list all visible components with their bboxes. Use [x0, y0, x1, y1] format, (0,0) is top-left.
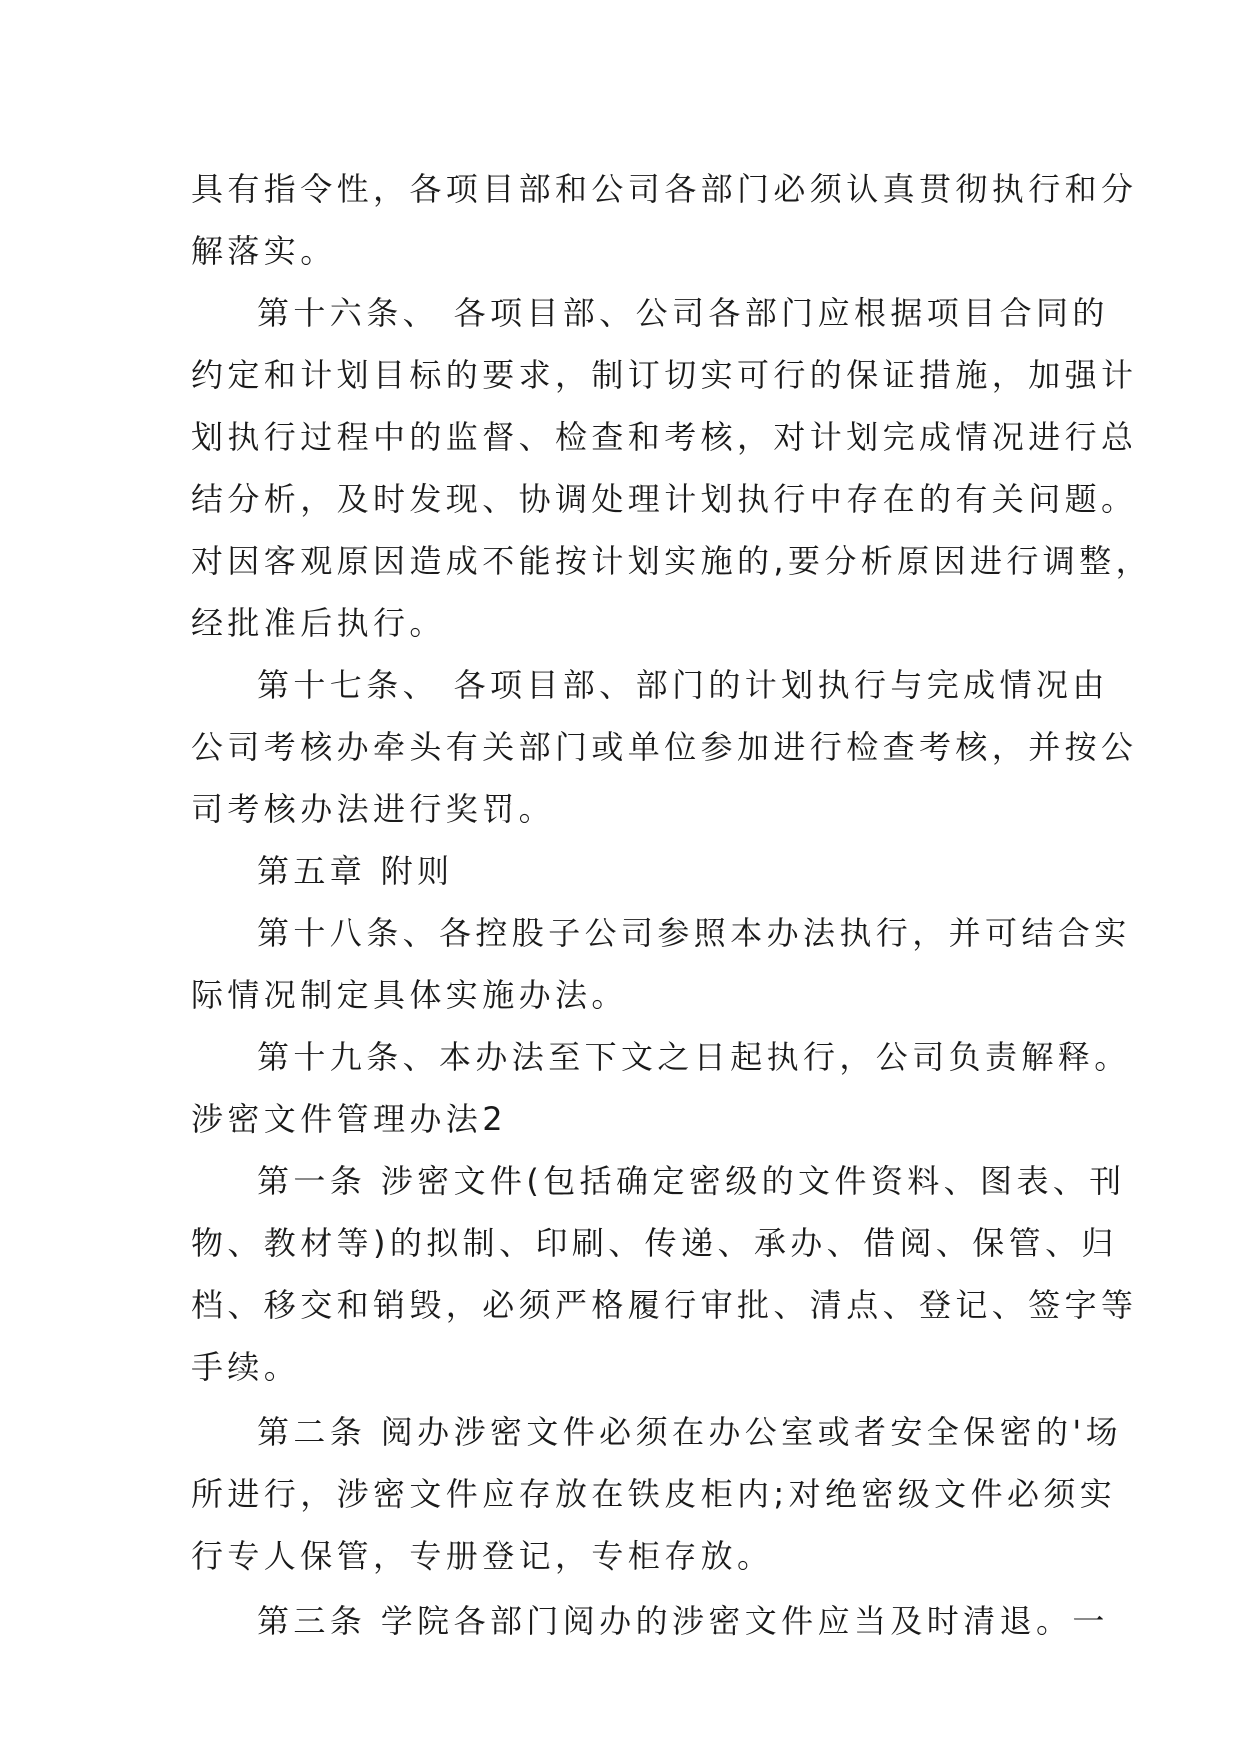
text-line: 公司考核办牵头有关部门或单位参加进行检查考核，并按公 — [191, 728, 1138, 766]
paragraph-article-1: 第一条 涉密文件(包括确定密级的文件资料、图表、刊 — [257, 1162, 1126, 1200]
text-line: 所进行，涉密文件应存放在铁皮柜内;对绝密级文件必须实 — [191, 1475, 1117, 1513]
text-line: 物、教材等)的拟制、印刷、传递、承办、借阅、保管、归 — [191, 1224, 1118, 1262]
chapter-heading: 第五章 附则 — [257, 852, 454, 890]
text-line: 司考核办法进行奖罚。 — [191, 790, 556, 828]
text-line: 手续。 — [191, 1348, 301, 1386]
text-line: 解落实。 — [191, 232, 337, 270]
text-line: 行专人保管，专册登记，专柜存放。 — [191, 1537, 774, 1575]
text-line: 具有指令性，各项目部和公司各部门必须认真贯彻执行和分 — [191, 170, 1138, 208]
text-line: 约定和计划目标的要求，制订切实可行的保证措施，加强计 — [191, 356, 1138, 394]
text-line: 结分析，及时发现、协调处理计划执行中存在的有关问题。 — [191, 480, 1138, 518]
text-line: 经批准后执行。 — [191, 604, 446, 642]
text-line: 际情况制定具体实施办法。 — [191, 976, 628, 1014]
paragraph-article-18: 第十八条、各控股子公司参照本办法执行，并可结合实 — [257, 914, 1131, 952]
paragraph-article-16: 第十六条、 各项目部、公司各部门应根据项目合同的 — [257, 294, 1109, 332]
text-line: 划执行过程中的监督、检查和考核，对计划完成情况进行总 — [191, 418, 1138, 456]
paragraph-article-2: 第二条 阅办涉密文件必须在办公室或者安全保密的'场 — [257, 1413, 1122, 1451]
paragraph-article-17: 第十七条、 各项目部、部门的计划执行与完成情况由 — [257, 666, 1109, 704]
section-title: 涉密文件管理办法2 — [191, 1100, 507, 1138]
text-line: 对因客观原因造成不能按计划实施的,要分析原因进行调整， — [191, 542, 1152, 580]
paragraph-article-19: 第十九条、本办法至下文之日起执行，公司负责解释。 — [257, 1038, 1131, 1076]
document-body — [191, 158, 1152, 1652]
text-line: 档、移交和销毁，必须严格履行审批、清点、登记、签字等 — [191, 1286, 1138, 1324]
paragraph-article-3: 第三条 学院各部门阅办的涉密文件应当及时清退。一 — [257, 1602, 1109, 1640]
